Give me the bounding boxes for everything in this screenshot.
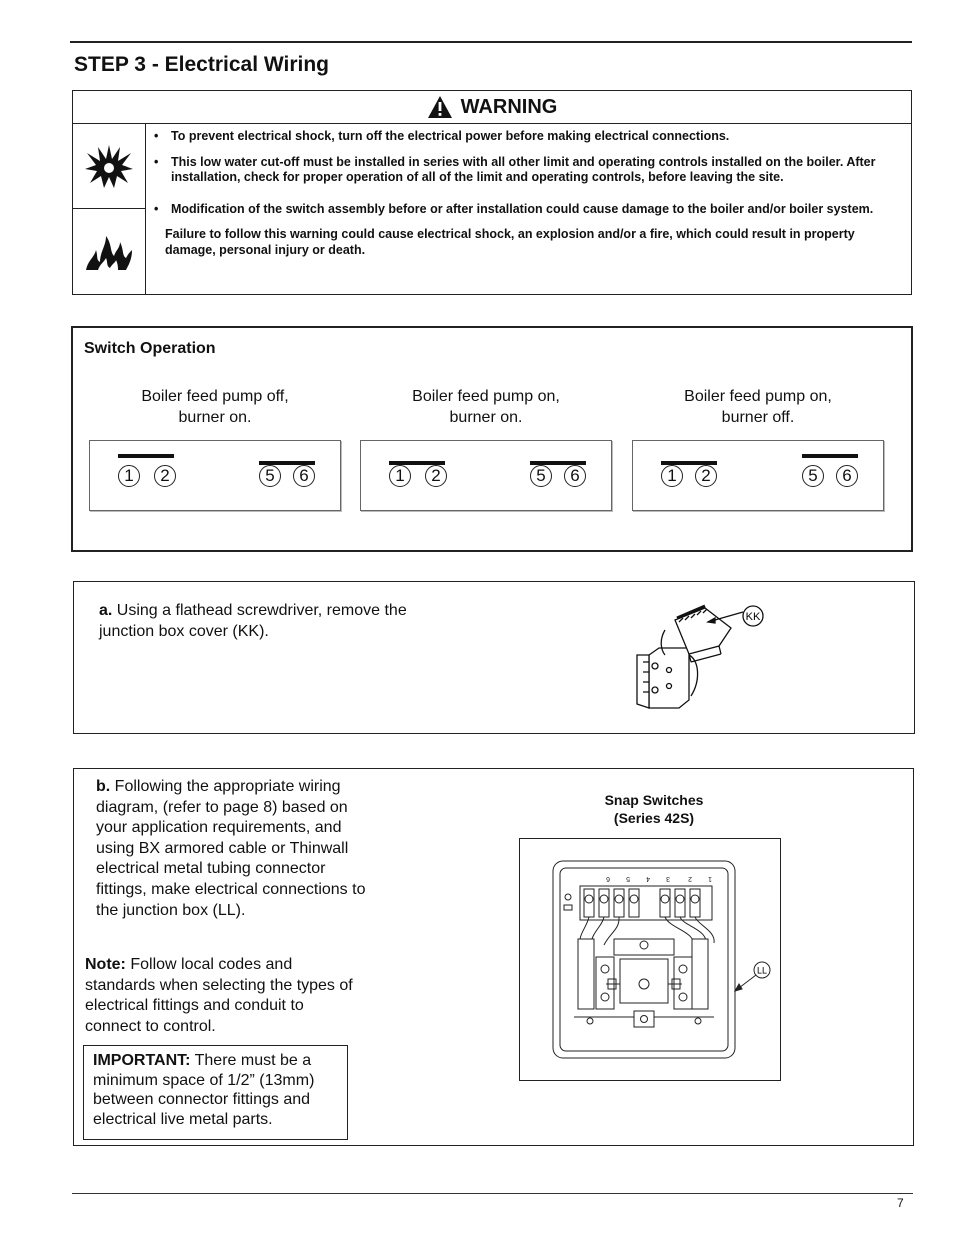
caption-line: Boiler feed pump on, [684, 388, 832, 405]
warning-icon-column [73, 124, 146, 295]
terminal-1: 1 [389, 465, 411, 487]
top-rule [70, 41, 912, 43]
page-title: STEP 3 - Electrical Wiring [74, 53, 330, 76]
figure-caption-line: Snap Switches [604, 792, 704, 808]
terminal-label: 3 [666, 875, 670, 882]
caption-line: Boiler feed pump off, [141, 388, 289, 405]
step-a-label: a. [99, 602, 113, 619]
warning-body [153, 129, 893, 258]
panel-caption [89, 386, 341, 428]
warning-bullet: • This low water cut-off must be installed in series with all other limit and operating controls installed on the boiler. After installation, check for proper operation of all of the limit and operating controls, before leaving the site. [153, 155, 893, 186]
terminal-label: 4 [646, 875, 650, 882]
figure-caption-line: (Series 42S) [613, 810, 695, 826]
caption-line: burner on. [449, 409, 523, 426]
step-a-box [73, 581, 915, 734]
terminal-2: 2 [695, 465, 717, 487]
important-box [83, 1045, 348, 1140]
switch-panel-3 [632, 440, 884, 511]
fire-icon-cell [73, 208, 145, 295]
terminal-1: 1 [661, 465, 683, 487]
caption-line: burner off. [721, 409, 795, 426]
snap-switch-figure [519, 838, 781, 1081]
step-b-text [96, 777, 368, 921]
terminal-5: 5 [802, 465, 824, 487]
snap-switch-illustration [520, 839, 780, 1080]
switch-operation-box [71, 326, 913, 552]
important-label: IMPORTANT: [93, 1052, 191, 1069]
caption-line: Boiler feed pump on, [412, 388, 560, 405]
warning-footer: Failure to follow this warning could cause electrical shock, an explosion and/or a fire, which could result in property damage, personal injury or death. [165, 227, 855, 257]
note-label: Note: [85, 956, 126, 973]
terminal-label: 1 [708, 875, 712, 882]
callout-ll: LL [756, 965, 768, 976]
contact-bar-left [118, 454, 174, 458]
explosion-icon [84, 143, 134, 189]
step-b-box [73, 768, 914, 1146]
warning-triangle-icon [427, 95, 453, 119]
shock-icon-cell [73, 124, 145, 209]
fire-icon [84, 232, 134, 272]
warning-heading: WARNING [460, 95, 558, 118]
step-b-label: b. [96, 778, 111, 795]
bottom-rule [72, 1193, 913, 1194]
important-text: There must be a minimum space of 1/2” (13mm) between connector fittings and electrical live metal parts. [93, 1052, 315, 1128]
panel-caption [360, 386, 612, 428]
terminal-2: 2 [154, 465, 176, 487]
terminal-5: 5 [259, 465, 281, 487]
terminal-label: 6 [606, 875, 610, 882]
terminal-label: 5 [626, 875, 630, 882]
page-number: 7 [897, 1196, 904, 1210]
warning-header [73, 91, 911, 124]
note-text: Follow local codes and standards when selecting the types of electrical fittings and conduit to connect to control. [85, 956, 353, 1035]
step-a-text [99, 600, 449, 642]
terminal-6: 6 [836, 465, 858, 487]
callout-kk: KK [745, 611, 761, 623]
figure-caption [594, 791, 714, 827]
switch-panel-1 [89, 440, 341, 511]
terminal-1: 1 [118, 465, 140, 487]
switch-panel-2 [360, 440, 612, 511]
step-b-note [85, 955, 357, 1037]
warning-box [72, 90, 912, 295]
terminal-label: 2 [688, 875, 692, 882]
contact-bar-right [802, 454, 858, 458]
warning-bullet: • Modification of the switch assembly before or after installation could cause damage to the boiler and/or boiler system. [153, 202, 893, 218]
switch-operation-title: Switch Operation [84, 340, 216, 357]
step-a-instruction: Using a flathead screwdriver, remove the junction box cover (KK). [99, 602, 407, 640]
step-b-instruction: Following the appropriate wiring diagram, (refer to page 8) based on your application requirements, and using BX armored cable or Thinwall electrical metal tubing connector fittings, make electrical connections to the junction box (LL). [96, 778, 366, 919]
terminal-6: 6 [564, 465, 586, 487]
junction-box-cover-illustration [629, 600, 829, 715]
terminal-6: 6 [293, 465, 315, 487]
terminal-2: 2 [425, 465, 447, 487]
terminal-5: 5 [530, 465, 552, 487]
panel-caption [632, 386, 884, 428]
warning-bullet: • To prevent electrical shock, turn off the electrical power before making electrical connections. [153, 129, 893, 145]
caption-line: burner on. [178, 409, 252, 426]
